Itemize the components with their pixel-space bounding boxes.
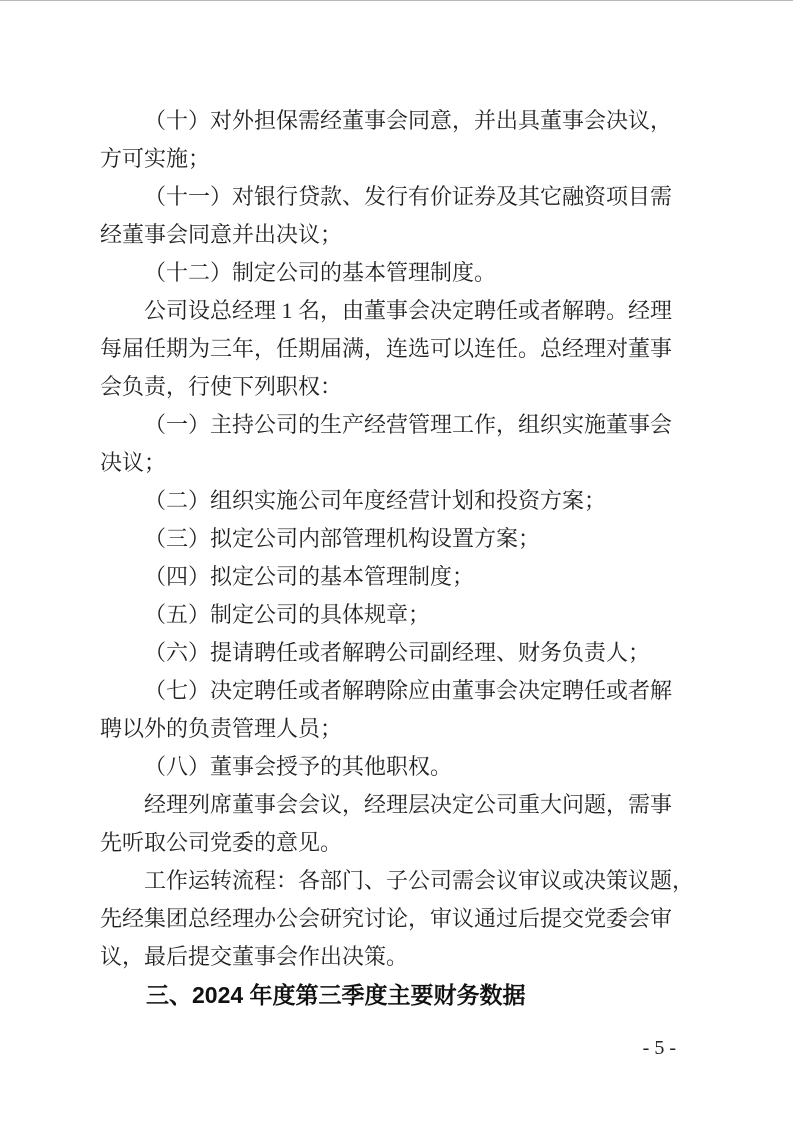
body-text-line: （八）董事会授予的其他职权。 bbox=[144, 754, 453, 779]
body-text-line: 会负责，行使下列职权： bbox=[100, 374, 343, 399]
body-text-line: （七）决定聘任或者解聘除应由董事会决定聘任或者解 bbox=[144, 678, 673, 703]
body-text-line: （四）拟定公司的基本管理制度； bbox=[144, 564, 475, 589]
body-text-line: （十二）制定公司的基本管理制度。 bbox=[144, 260, 497, 285]
body-text-line: 先听取公司党委的意见。 bbox=[100, 830, 343, 855]
scan-edge-line bbox=[0, 0, 793, 1]
body-text-line: （五）制定公司的具体规章； bbox=[144, 602, 431, 627]
body-text-line: 聘以外的负责管理人员； bbox=[100, 716, 343, 741]
body-text-line: 经理列席董事会会议，经理层决定公司重大问题，需事 bbox=[144, 792, 673, 817]
body-text-line: 方可实施； bbox=[100, 146, 211, 171]
body-text-line: 先经集团总经理办公会研究讨论，审议通过后提交党委会审 bbox=[100, 906, 673, 931]
body-text-line: 工作运转流程：各部门、子公司需会议审议或决策议题， bbox=[144, 868, 695, 893]
body-text-line: （十）对外担保需经董事会同意，并出具董事会决议， bbox=[144, 108, 673, 133]
body-text-line: 每届任期为三年，任期届满，连选可以连任。总经理对董事 bbox=[100, 336, 673, 361]
body-text-line: 议，最后提交董事会作出决策。 bbox=[100, 944, 409, 969]
document-body bbox=[100, 102, 695, 1014]
body-text-line: （三）拟定公司内部管理机构设置方案； bbox=[144, 526, 541, 551]
body-text-line: （一）主持公司的生产经营管理工作，组织实施董事会 bbox=[144, 412, 673, 437]
body-text-line: 决议； bbox=[100, 450, 167, 475]
page-number: - 5 - bbox=[642, 1037, 676, 1059]
body-text-line: 经董事会同意并出决议； bbox=[100, 222, 343, 247]
body-text-line: （二）组织实施公司年度经营计划和投资方案； bbox=[144, 488, 607, 513]
body-text-line: （六）提请聘任或者解聘公司副经理、财务负责人； bbox=[144, 640, 651, 665]
section-heading-q3-financial-data: 三、2024 年度第三季度主要财务数据 bbox=[146, 982, 526, 1008]
body-text-line: （十一）对银行贷款、发行有价证券及其它融资项目需 bbox=[144, 184, 673, 209]
body-text-line: 公司设总经理 1 名，由董事会决定聘任或者解聘。经理 bbox=[144, 298, 673, 323]
